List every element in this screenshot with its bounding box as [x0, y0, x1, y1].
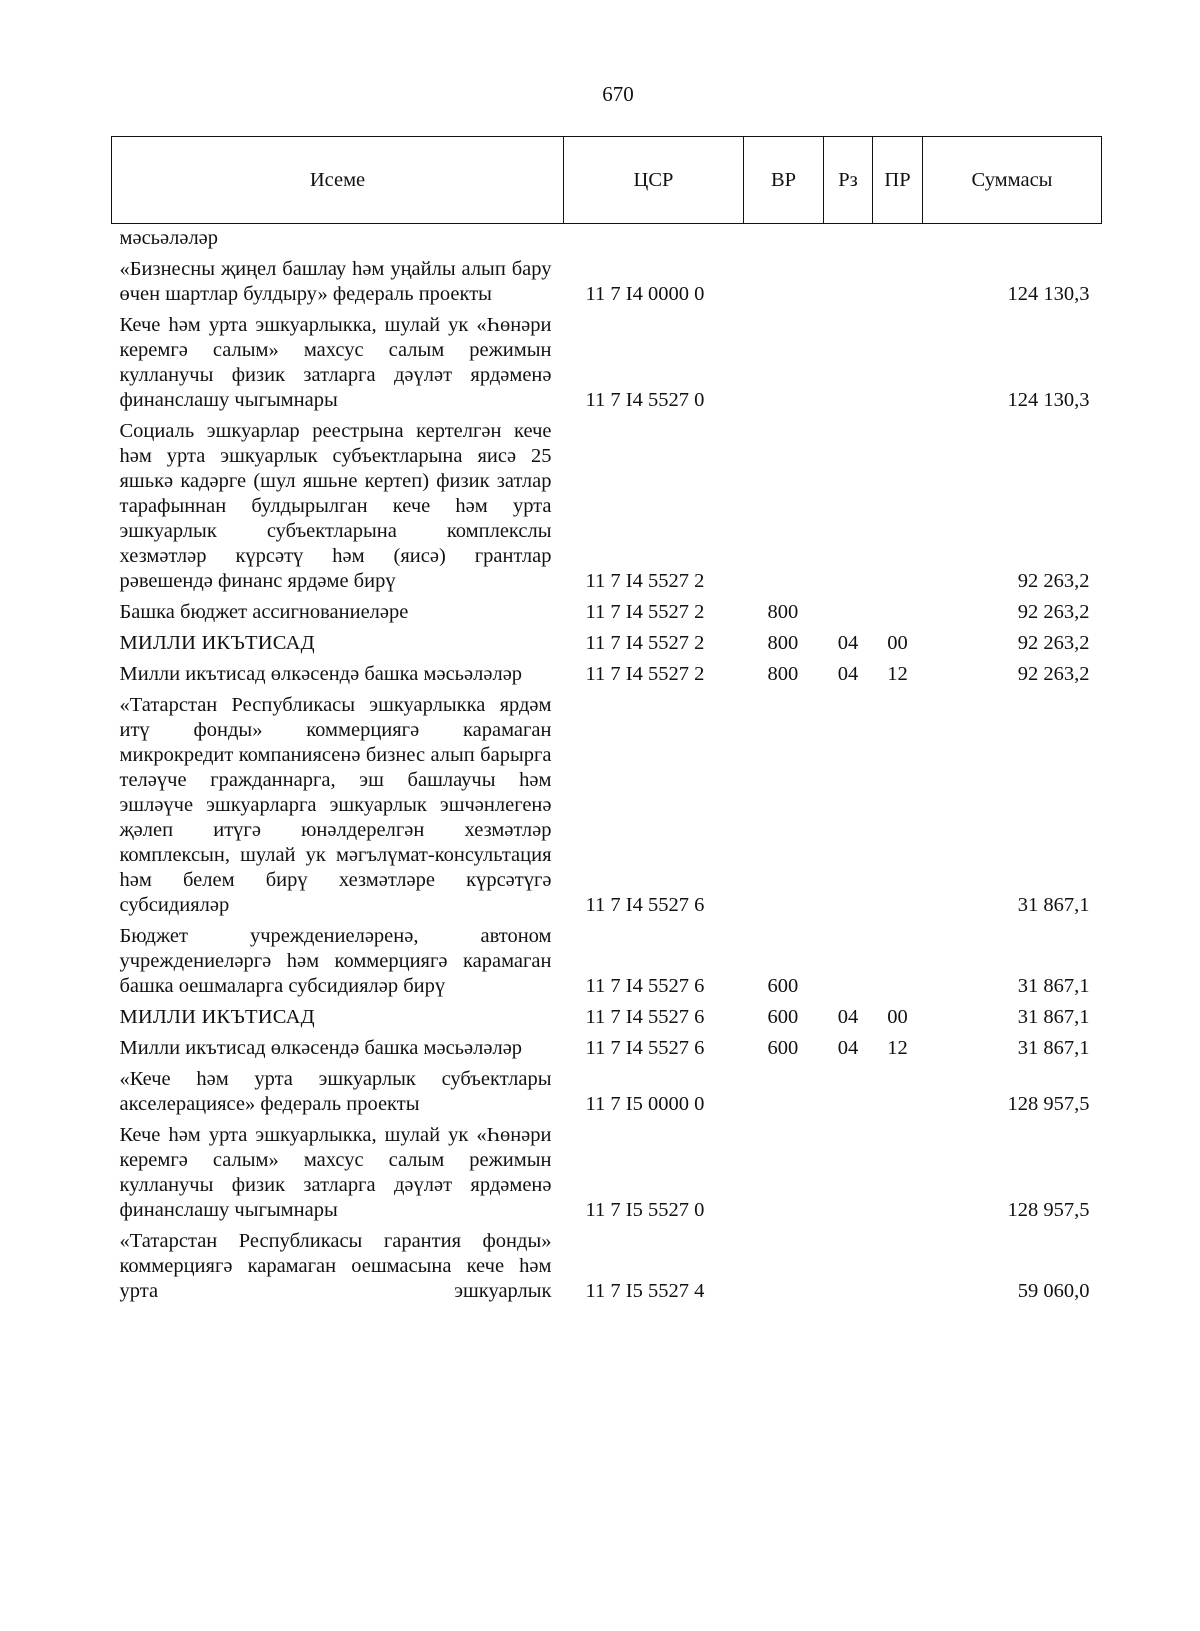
- row-vr: [744, 1120, 824, 1226]
- row-sum: 31 867,1: [1017, 894, 1090, 916]
- row-rz: [824, 224, 873, 255]
- table-row: [112, 1064, 1102, 1120]
- row-name: «Кече һәм урта эшкуарлык субъектлары акселерациясе» федераль проекты: [119, 1068, 552, 1115]
- row-csr: 11 7 I4 0000 0: [585, 283, 705, 305]
- row-vr: 600: [767, 1006, 799, 1028]
- table-row: [112, 597, 1102, 628]
- row-pr: [873, 416, 923, 597]
- row-pr: [873, 597, 923, 628]
- row-sum: 124 130,3: [1007, 389, 1090, 411]
- budget-table: [111, 136, 1102, 1307]
- row-vr: 800: [767, 663, 799, 685]
- row-pr: [873, 224, 923, 255]
- row-name: Кече һәм урта эшкуарлыкка, шулай ук «Һөнәри керемгә салым» махсус салым режимын кулланучы физик затларга дәүләт ярдәменә финанслашу чыгымнары: [119, 314, 552, 411]
- row-sum: [923, 224, 1102, 255]
- row-rz: 04: [837, 1037, 859, 1059]
- row-name: Милли икътисад өлкәсендә башка мәсьәләләр: [119, 663, 523, 685]
- row-rz: [824, 1064, 873, 1120]
- row-rz: [824, 254, 873, 310]
- header-name: Исеме: [112, 137, 564, 224]
- table-row: [112, 659, 1102, 690]
- table-row: [112, 416, 1102, 597]
- row-sum: 31 867,1: [1017, 1006, 1090, 1028]
- row-name: Бюджет учреждениеләренә, автоном учреждениеләргә һәм коммерциягә карамаган башка оешмаларга субсидияләр бирү: [119, 925, 552, 997]
- row-name: «Бизнесны җиңел башлау һәм уңайлы алып бару өчен шартлар булдыру» федераль проекты: [119, 258, 552, 305]
- row-vr: [744, 224, 824, 255]
- row-pr: 00: [887, 1006, 908, 1028]
- row-vr: [744, 416, 824, 597]
- row-csr: 11 7 I5 5527 0: [585, 1199, 705, 1221]
- row-vr: [744, 1226, 824, 1307]
- header-rz: Рз: [824, 137, 873, 224]
- row-sum: 128 957,5: [1007, 1093, 1090, 1115]
- header-vr: ВР: [744, 137, 824, 224]
- row-pr: [873, 921, 923, 1002]
- row-pr: [873, 690, 923, 921]
- header-sum: Суммасы: [923, 137, 1102, 224]
- row-pr: [873, 1120, 923, 1226]
- row-sum: 92 263,2: [1017, 601, 1090, 623]
- table-row: [112, 1120, 1102, 1226]
- row-csr: 11 7 I4 5527 6: [585, 975, 705, 997]
- row-csr: 11 7 I4 5527 0: [585, 389, 705, 411]
- row-csr: 11 7 I4 5527 2: [585, 601, 705, 623]
- row-pr: [873, 254, 923, 310]
- table-row: [112, 1002, 1102, 1033]
- row-rz: 04: [837, 663, 859, 685]
- row-name: мәсьәләләр: [119, 227, 219, 249]
- row-rz: [824, 921, 873, 1002]
- row-csr: 11 7 I4 5527 6: [585, 1037, 705, 1059]
- row-csr: [564, 224, 744, 255]
- row-pr: [873, 310, 923, 416]
- row-sum: 92 263,2: [1017, 632, 1090, 654]
- row-csr: 11 7 I5 5527 4: [585, 1280, 705, 1302]
- row-vr: [744, 310, 824, 416]
- row-csr: 11 7 I5 0000 0: [585, 1093, 705, 1115]
- row-csr: 11 7 I4 5527 2: [585, 632, 705, 654]
- row-vr: 600: [767, 975, 799, 997]
- row-rz: [824, 1226, 873, 1307]
- row-pr: [873, 1064, 923, 1120]
- row-csr: 11 7 I4 5527 6: [585, 1006, 705, 1028]
- row-pr: 00: [887, 632, 908, 654]
- table-header: [112, 137, 1102, 224]
- table-row: [112, 224, 1102, 255]
- row-vr: 600: [767, 1037, 799, 1059]
- row-name: «Татарстан Республикасы эшкуарлыкка ярдәм итү фонды» коммерциягә карамаган микрокредит компаниясенә бизнес алып барырга теләүче гражданнарга, эш башлаучы һәм эшләүче эшкуарларга эшкуарлык эшчәнлегенә җәлеп итүгә юнәлдерелгән хезмәтләр комплексын, шулай ук мәгълүмат-консультация һәм белем бирү хезмәтләре күрсәтүгә субсидияләр: [119, 694, 552, 916]
- row-rz: 04: [837, 1006, 859, 1028]
- row-name: Кече һәм урта эшкуарлыкка, шулай ук «Һөнәри керемгә салым» махсус салым режимын кулланучы физик затларга дәүләт ярдәменә финанслашу чыгымнары: [119, 1124, 552, 1221]
- row-vr: [744, 254, 824, 310]
- row-sum: 124 130,3: [1007, 283, 1090, 305]
- row-pr: 12: [887, 1037, 908, 1059]
- row-rz: [824, 416, 873, 597]
- row-csr: 11 7 I4 5527 2: [585, 570, 705, 592]
- row-vr: 800: [767, 632, 799, 654]
- header-pr: ПР: [873, 137, 923, 224]
- row-pr: [873, 1226, 923, 1307]
- row-sum: 31 867,1: [1017, 1037, 1090, 1059]
- page-number: 670: [602, 82, 634, 106]
- row-sum: 31 867,1: [1017, 975, 1090, 997]
- row-rz: [824, 310, 873, 416]
- row-vr: [744, 690, 824, 921]
- row-name: МИЛЛИ ИКЪТИСАД: [119, 1006, 315, 1028]
- row-rz: [824, 1120, 873, 1226]
- table-row: [112, 254, 1102, 310]
- row-sum: 128 957,5: [1007, 1199, 1090, 1221]
- row-name: МИЛЛИ ИКЪТИСАД: [119, 632, 315, 654]
- table-body: [112, 224, 1102, 1308]
- row-name: Башка бюджет ассигнованиеләре: [119, 601, 409, 623]
- row-name: Социаль эшкуарлар реестрына кертелгән кече һәм урта эшкуарлык субъектларына яисә 25 яшькә кадәрге (шул яшьне кертеп) физик затлар тарафыннан булдырылган кече һәм урта эшкуарлык субъектларына комплекслы хезмәтләр күрсәтү һәм (яисә) грантлар рәвешендә финанс ярдәме бирү: [119, 420, 552, 592]
- row-vr: 800: [767, 601, 799, 623]
- row-csr: 11 7 I4 5527 6: [585, 894, 705, 916]
- table-row: [112, 690, 1102, 921]
- header-csr: ЦСР: [564, 137, 744, 224]
- row-vr: [744, 1064, 824, 1120]
- row-sum: 92 263,2: [1017, 663, 1090, 685]
- row-sum: 92 263,2: [1017, 570, 1090, 592]
- table-row: [112, 1033, 1102, 1064]
- header-row: [112, 137, 1102, 224]
- row-rz: 04: [837, 632, 859, 654]
- table-row: [112, 921, 1102, 1002]
- row-rz: [824, 690, 873, 921]
- table-row: [112, 310, 1102, 416]
- row-pr: 12: [887, 663, 908, 685]
- row-csr: 11 7 I4 5527 2: [585, 663, 705, 685]
- row-name: Милли икътисад өлкәсендә башка мәсьәләләр: [119, 1037, 523, 1059]
- row-name: «Татарстан Республикасы гарантия фонды» коммерциягә карамаган оешмасына кече һәм урта эшкуарлык: [119, 1230, 552, 1302]
- table-row: [112, 628, 1102, 659]
- row-sum: 59 060,0: [1017, 1280, 1090, 1302]
- table-row: [112, 1226, 1102, 1307]
- row-rz: [824, 597, 873, 628]
